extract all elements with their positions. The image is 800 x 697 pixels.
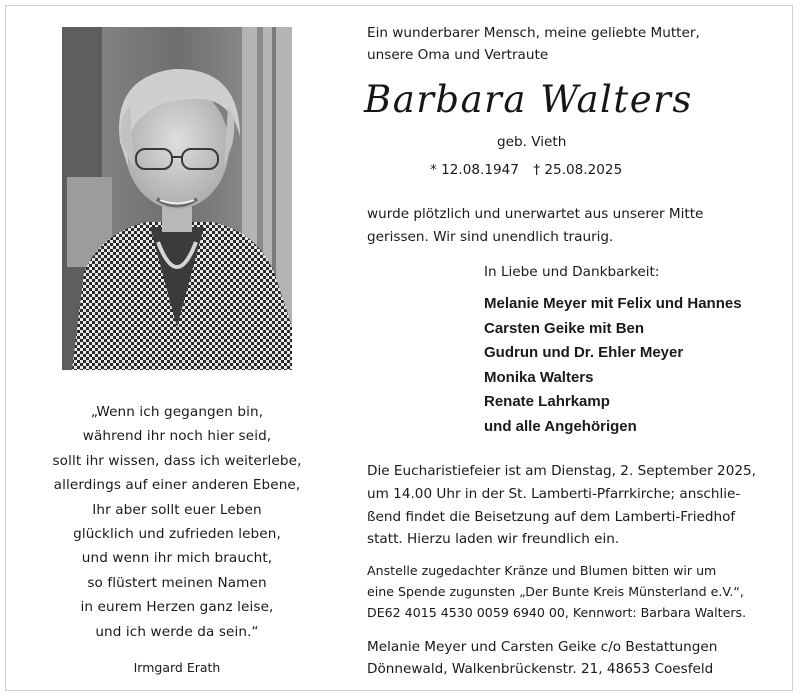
poem-line: in eurem Herzen ganz leise, — [80, 599, 274, 616]
family-member: Monika Walters — [484, 368, 594, 386]
contact-address — [367, 636, 777, 680]
donation-line: eine Spende zugunsten „Der Bunte Kreis Münsterland e.V.“, — [367, 584, 744, 599]
intro-line: unsere Oma und Vertraute — [367, 47, 549, 63]
address-line: Dönnewald, Walkenbrückenstr. 21, 48653 Coesfeld — [367, 661, 714, 677]
poem-line: während ihr noch hier seid, — [82, 428, 272, 445]
poem-line: und wenn ihr mich braucht, — [81, 550, 273, 567]
portrait-photo — [62, 27, 292, 370]
donation-line: Anstelle zugedachter Kränze und Blumen bitten wir um — [367, 563, 717, 578]
family-member: Melanie Meyer mit Felix und Hannes — [484, 295, 742, 312]
service-line: um 14.00 Uhr in der St. Lamberti-Pfarrkirche; anschlie- — [367, 485, 741, 502]
intro-text — [367, 22, 767, 66]
poem-line: Ihr aber sollt euer Leben — [92, 501, 262, 518]
family-member: Gudrun und Dr. Ehler Meyer — [484, 344, 684, 362]
address-line: Melanie Meyer und Carsten Geike c/o Bestattungen — [367, 639, 718, 655]
passing-line: gerissen. Wir sind unendlich traurig. — [367, 229, 614, 245]
poem-line: allerdings auf einer anderen Ebene, — [53, 477, 301, 494]
family-member: und alle Angehörigen — [484, 417, 637, 435]
donation-line: DE62 4015 4530 0059 6940 00, Kennwort: Barbara Walters. — [367, 605, 747, 620]
birth-name: geb. Vieth — [497, 134, 567, 150]
family-list — [484, 292, 784, 440]
passing-text — [367, 203, 777, 249]
deceased-name: Barbara Walters — [364, 78, 693, 121]
family-member: Carsten Geike mit Ben — [484, 319, 645, 337]
poem-line: so flüstert meinen Namen — [87, 574, 267, 591]
poem-line: glücklich und zufrieden leben, — [73, 526, 281, 543]
intro-line: Ein wunderbarer Mensch, meine geliebte Mutter, — [367, 25, 700, 41]
passing-line: wurde plötzlich und unerwartet aus unserer Mitte — [367, 206, 704, 222]
poem-author: Irmgard Erath — [133, 660, 221, 675]
poem-line: „Wenn ich gegangen bin, — [90, 404, 264, 420]
service-info — [367, 460, 777, 551]
birth-date: * 12.08.1947 — [430, 162, 519, 178]
life-dates — [430, 162, 622, 178]
death-date: † 25.08.2025 — [533, 162, 623, 178]
service-line: statt. Hierzu laden wir freundlich ein. — [367, 531, 620, 548]
service-line: ßend findet die Beisetzung auf dem Lamberti-Friedhof — [367, 508, 736, 525]
poem-line: und ich werde da sein.“ — [95, 623, 259, 640]
poem — [30, 400, 324, 644]
thanks-heading: In Liebe und Dankbarkeit: — [484, 264, 660, 280]
service-line: Die Eucharistiefeier ist am Dienstag, 2. September 2025, — [367, 463, 756, 479]
poem-line: sollt ihr wissen, dass ich weiterlebe, — [52, 452, 302, 469]
family-member: Renate Lahrkamp — [484, 393, 610, 411]
donation-info — [367, 560, 777, 623]
